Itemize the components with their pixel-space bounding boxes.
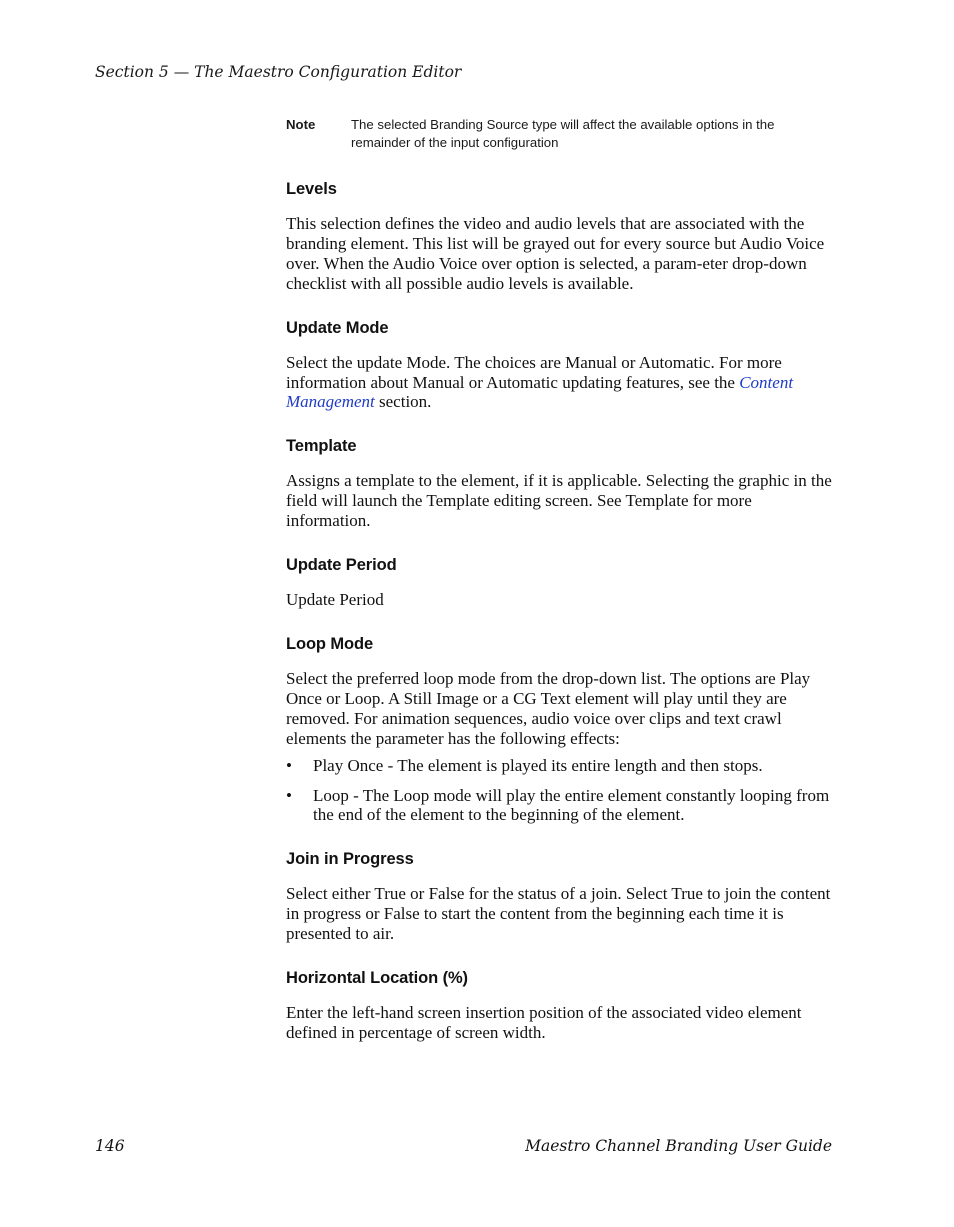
loop-mode-heading: Loop Mode: [286, 634, 374, 653]
update-mode-body: [286, 353, 832, 413]
running-header: Section 5 — The Maestro Configuration Editor: [95, 63, 462, 81]
list-item: [286, 786, 832, 826]
levels-body: This selection defines the video and audio levels that are associated with the branding element. This list will be grayed out for every source but Audio Voice over. When the Audio Voice over option is selected, a param-eter drop-down checklist with all possible audio levels is available.: [286, 214, 825, 293]
content-management-link[interactable]: Content Management: [286, 372, 794, 412]
update-period-body: Update Period: [286, 590, 384, 610]
page-number: 146: [95, 1137, 125, 1155]
update-mode-heading: Update Mode: [286, 318, 389, 337]
bullet-icon: •: [286, 785, 292, 805]
template-body: Assigns a template to the element, if it is applicable. Selecting the graphic in the field will launch the Template editing screen. See Template for more information.: [286, 471, 832, 531]
main-content: [286, 116, 832, 1066]
loop-mode-body: Select the preferred loop mode from the drop-down list. The options are Play Once or Loop. A Still Image or a CG Text element will play until they are removed. For animation sequences, audio voice over clips and text crawl elements the parameter has the following effects:: [286, 668, 811, 748]
loop-mode-bullet-list: [286, 756, 832, 826]
list-item-text: Loop - The Loop mode will play the entire element constantly looping from the end of the element to the beginning of the element.: [313, 785, 830, 825]
guide-title: Maestro Channel Branding User Guide: [525, 1137, 832, 1155]
join-in-progress-heading: Join in Progress: [286, 850, 414, 869]
list-item: [286, 756, 832, 776]
bullet-icon: •: [286, 755, 292, 775]
note-text: The selected Branding Source type will affect the available options in the remainder of the input configuration: [351, 117, 775, 150]
horizontal-location-body: Enter the left-hand screen insertion position of the associated video element defined in percentage of screen width.: [286, 1003, 802, 1042]
horizontal-location-heading: Horizontal Location (%): [286, 969, 468, 988]
note-label: Note: [286, 117, 316, 132]
list-item-text: Play Once - The element is played its entire length and then stops.: [313, 755, 763, 775]
update-mode-body-end: section.: [374, 392, 432, 412]
join-in-progress-body: Select either True or False for the status of a join. Select True to join the content in progress or False to start the content from the beginning each time it is presented to air.: [286, 884, 831, 944]
template-heading: Template: [286, 437, 357, 456]
update-period-heading: Update Period: [286, 556, 397, 575]
update-mode-body-text: Select the update Mode. The choices are Manual or Automatic. For more information about Manual or Automatic updating features, see the: [286, 352, 782, 392]
levels-heading: Levels: [286, 180, 337, 198]
note-block: [286, 116, 832, 152]
